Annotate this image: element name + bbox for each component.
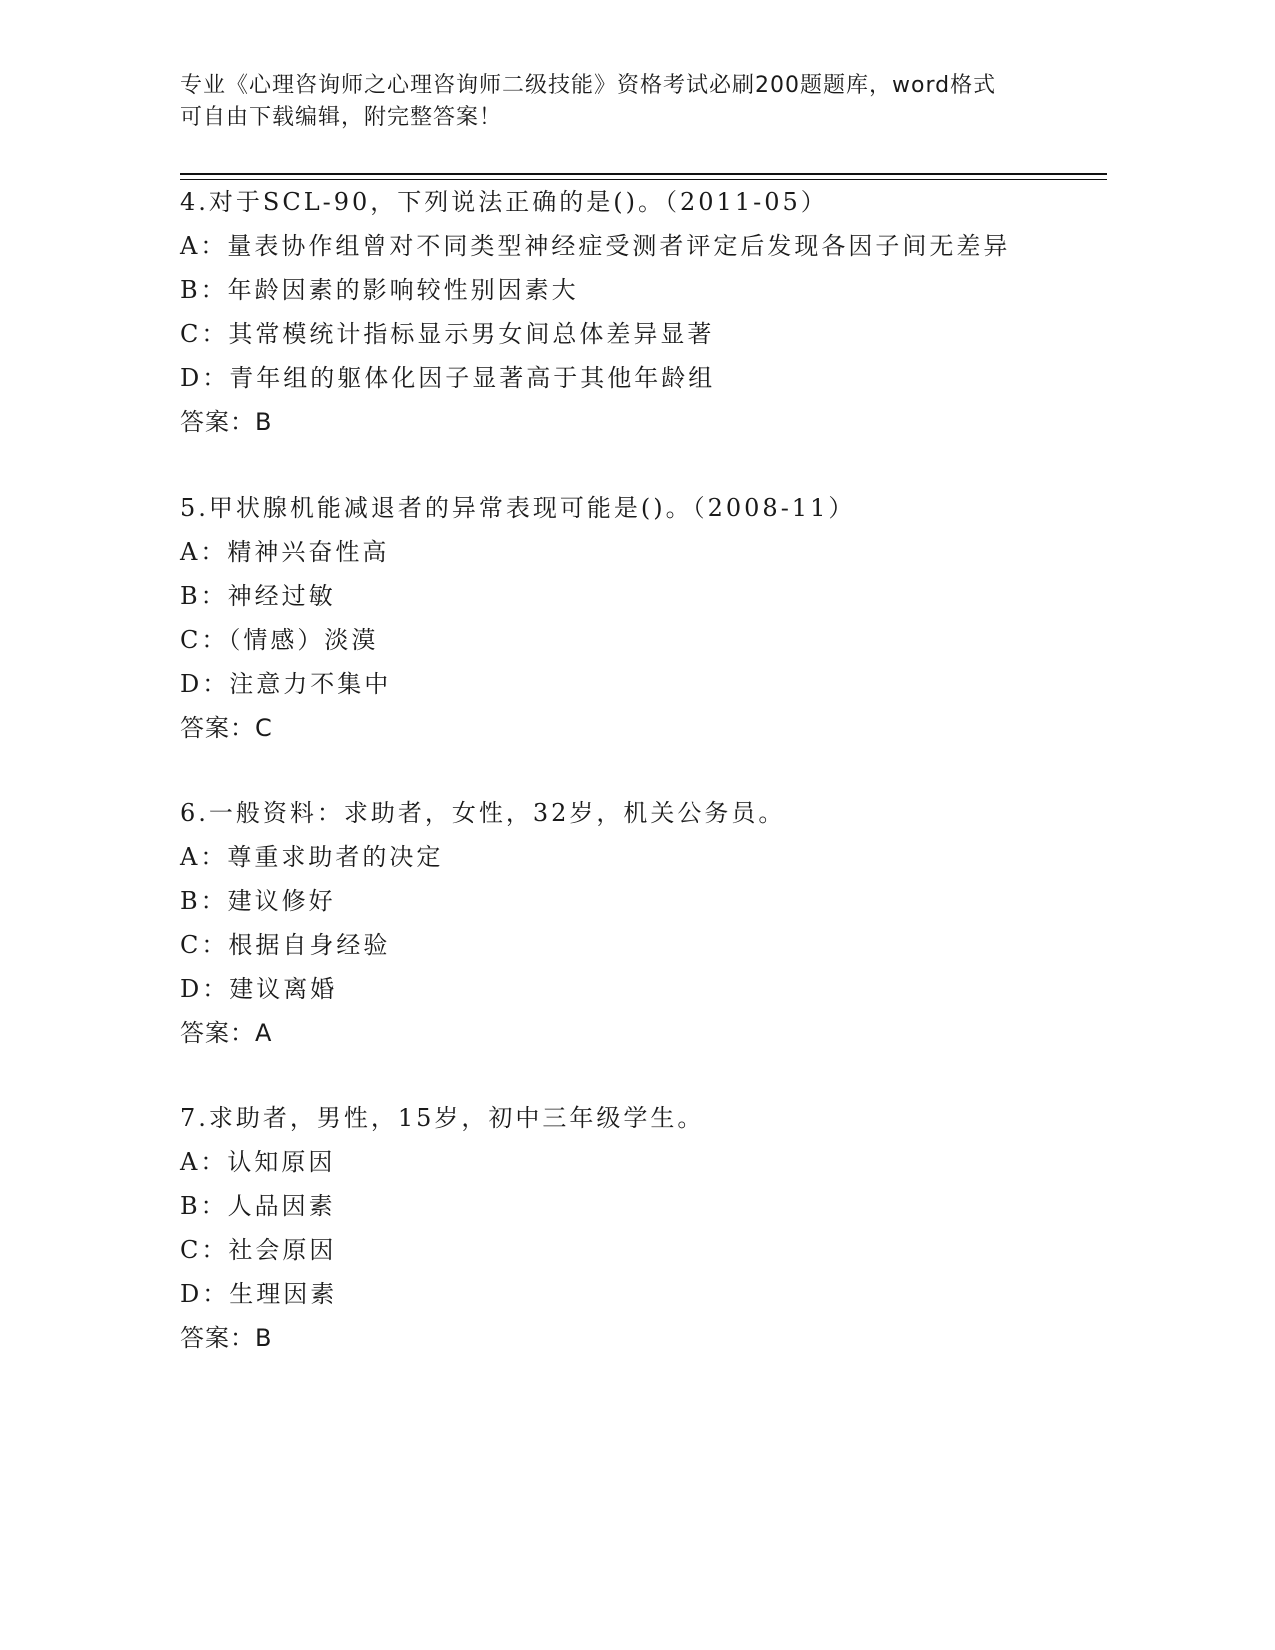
answer-text: 答案：B: [180, 1324, 273, 1352]
question-item: [180, 1096, 1107, 1360]
option-b: B：神经过敏: [180, 582, 336, 610]
option-a: A：量表协作组曾对不同类型神经症受测者评定后发现各因子间无差异: [180, 232, 1011, 260]
question-stem: 7.求助者，男性，15岁，初中三年级学生。: [180, 1104, 705, 1132]
document-header: [180, 70, 1060, 134]
header-divider-thick: [180, 173, 1107, 175]
question-stem: 4.对于SCL-90，下列说法正确的是()。（2011-05）: [180, 188, 828, 216]
option-b: B：年龄因素的影响较性别因素大: [180, 276, 579, 304]
answer-text: 答案：B: [180, 408, 273, 436]
option-d: D：青年组的躯体化因子显著高于其他年龄组: [180, 364, 716, 392]
option-a: A：认知原因: [180, 1148, 336, 1176]
header-line-1: 专业《心理咨询师之心理咨询师二级技能》资格考试必刷200题题库，word格式: [180, 73, 997, 98]
option-c: C：根据自身经验: [180, 931, 391, 959]
option-a: A：精神兴奋性高: [180, 538, 390, 566]
option-d: D：建议离婚: [180, 975, 338, 1003]
answer-text: 答案：A: [180, 1019, 273, 1047]
question-stem: 6.一般资料：求助者，女性，32岁，机关公务员。: [180, 799, 786, 827]
question-stem: 5.甲状腺机能减退者的异常表现可能是()。（2008-11）: [180, 494, 856, 522]
option-a: A：尊重求助者的决定: [180, 843, 444, 871]
question-item: [180, 180, 1107, 444]
option-b: B：建议修好: [180, 887, 336, 915]
option-d: D：生理因素: [180, 1280, 338, 1308]
option-c: C：其常模统计指标显示男女间总体差异显著: [180, 320, 715, 348]
option-d: D：注意力不集中: [180, 670, 392, 698]
answer-text: 答案：C: [180, 714, 273, 742]
option-c: C：社会原因: [180, 1236, 337, 1264]
question-item: [180, 791, 1107, 1055]
option-c: C：（情感）淡漠: [180, 626, 379, 654]
header-line-2: 可自由下载编辑，附完整答案！: [180, 105, 503, 130]
question-item: [180, 486, 1107, 750]
option-b: B：人品因素: [180, 1192, 336, 1220]
